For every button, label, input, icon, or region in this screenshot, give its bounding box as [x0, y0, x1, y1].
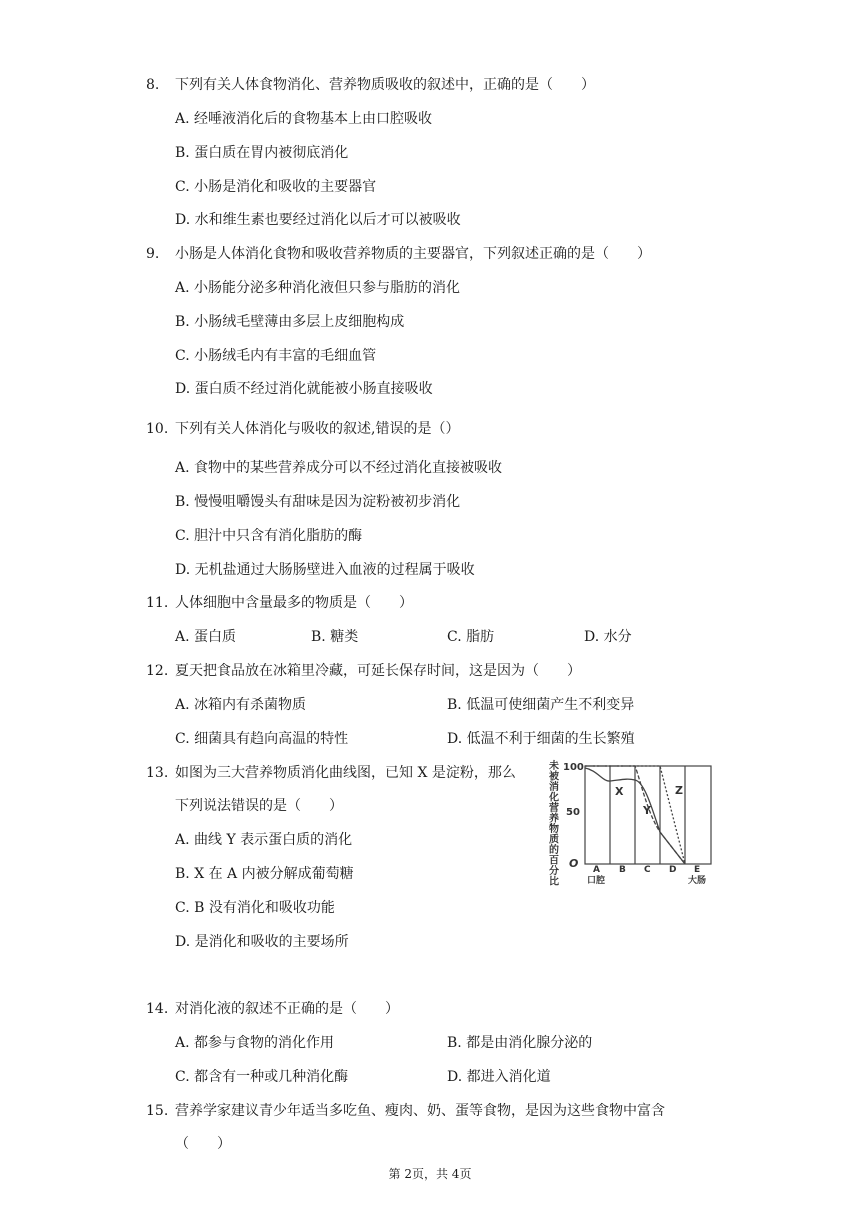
- question-10-option-c[interactable]: C. 胆汁中只含有消化脂肪的酶: [175, 528, 363, 544]
- figure-ytick-50: 50: [566, 807, 580, 818]
- question-13-option-a[interactable]: A. 曲线 Y 表示蛋白质的消化: [175, 832, 353, 848]
- question-11-option-d[interactable]: D. 水分: [584, 629, 632, 645]
- question-9-stem: 9. 小肠是人体消化食物和吸收营养物质的主要器官，下列叙述正确的是（ ）: [146, 246, 651, 262]
- question-8-option-c[interactable]: C. 小肠是消化和吸收的主要器官: [175, 179, 377, 195]
- figure-xlabel-large-intestine: 大肠: [688, 876, 707, 886]
- question-8-option-d[interactable]: D. 水和维生素也要经过消化以后才可以被吸收: [175, 212, 461, 228]
- question-8-stem: 8. 下列有关人体食物消化、营养物质吸收的叙述中，正确的是（ ）: [146, 77, 595, 93]
- question-15-stem-continued: （ ）: [175, 1136, 231, 1152]
- figure-xtick-b: B: [619, 865, 626, 875]
- question-12-option-c[interactable]: C. 细菌具有趋向高温的特性: [175, 731, 349, 747]
- question-8-option-a[interactable]: A. 经唾液消化后的食物基本上由口腔吸收: [175, 111, 433, 127]
- question-14-option-d[interactable]: D. 都进入消化道: [447, 1069, 551, 1085]
- figure-xtick-e: E: [694, 865, 701, 875]
- question-10-option-b[interactable]: B. 慢慢咀嚼馒头有甜味是因为淀粉被初步消化: [175, 494, 461, 510]
- figure-xtick-c: C: [644, 865, 651, 875]
- question-9-option-d[interactable]: D. 蛋白质不经过消化就能被小肠直接吸收: [175, 381, 433, 397]
- question-10-option-d[interactable]: D. 无机盐通过大肠肠壁进入血液的过程属于吸收: [175, 562, 475, 578]
- question-10-option-a[interactable]: A. 食物中的某些营养成分可以不经过消化直接被吸收: [175, 460, 503, 476]
- figure-xlabel-mouth: 口腔: [587, 876, 606, 886]
- figure-xtick-a: A: [593, 865, 600, 875]
- question-13-option-d[interactable]: D. 是消化和吸收的主要场所: [175, 934, 349, 950]
- question-11-option-b[interactable]: B. 糖类: [311, 629, 359, 645]
- question-12-option-d[interactable]: D. 低温不利于细菌的生长繁殖: [447, 731, 635, 747]
- question-14-option-b[interactable]: B. 都是由消化腺分泌的: [447, 1035, 593, 1051]
- question-11-option-c[interactable]: C. 脂肪: [447, 629, 495, 645]
- question-15-stem: 15. 营养学家建议青少年适当多吃鱼、瘦肉、奶、蛋等食物，是因为这些食物中富含: [146, 1103, 665, 1119]
- question-14-option-a[interactable]: A. 都参与食物的消化作用: [175, 1035, 335, 1051]
- figure-ytick-100: 100: [563, 762, 584, 773]
- question-10-stem: 10. 下列有关人体消化与吸收的叙述,错误的是（）: [146, 421, 460, 437]
- question-12-stem: 12. 夏天把食品放在冰箱里冷藏，可延长保存时间，这是因为（ ）: [146, 663, 581, 679]
- curve-label-x: X: [615, 785, 624, 798]
- question-8-option-b[interactable]: B. 蛋白质在胃内被彻底消化: [175, 145, 349, 161]
- curve-label-y: Y: [643, 804, 651, 817]
- question-11-option-a[interactable]: A. 蛋白质: [175, 629, 237, 645]
- question-9-option-b[interactable]: B. 小肠绒毛壁薄由多层上皮细胞构成: [175, 314, 405, 330]
- question-13-stem-continued: 下列说法错误的是（ ）: [175, 798, 343, 814]
- figure-ylabel: 未被消化营养物质的百分比: [546, 760, 558, 886]
- page-footer: 第 2页，共 4页: [388, 1167, 472, 1181]
- question-12-option-a[interactable]: A. 冰箱内有杀菌物质: [175, 697, 307, 713]
- question-11-stem: 11. 人体细胞中含量最多的物质是（ ）: [146, 595, 413, 611]
- question-13-stem: 13. 如图为三大营养物质消化曲线图，已知 X 是淀粉，那么: [146, 765, 516, 781]
- question-13-option-c[interactable]: C. B 没有消化和吸收功能: [175, 900, 335, 916]
- question-14-stem: 14. 对消化液的叙述不正确的是（ ）: [146, 1001, 399, 1017]
- curve-label-z: Z: [675, 784, 683, 797]
- figure-xtick-d: D: [669, 865, 677, 875]
- question-14-option-c[interactable]: C. 都含有一种或几种消化酶: [175, 1069, 349, 1085]
- question-9-option-a[interactable]: A. 小肠能分泌多种消化液但只参与脂肪的消化: [175, 280, 461, 296]
- figure-ytick-0: O: [569, 857, 579, 870]
- question-13-option-b[interactable]: B. X 在 A 内被分解成葡萄糖: [175, 866, 354, 882]
- digestion-curve-figure: [545, 752, 717, 886]
- question-12-option-b[interactable]: B. 低温可使细菌产生不利变异: [447, 697, 635, 713]
- question-9-option-c[interactable]: C. 小肠绒毛内有丰富的毛细血管: [175, 348, 377, 364]
